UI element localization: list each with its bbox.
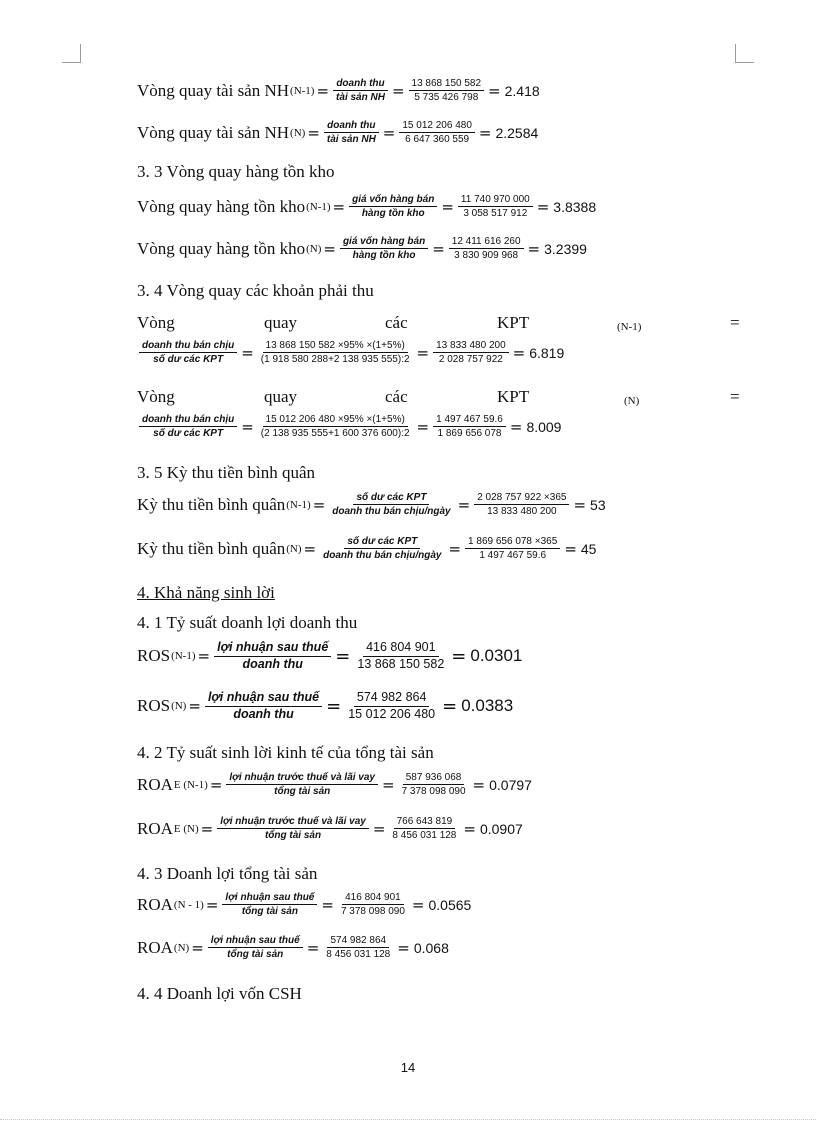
formula-label: ROS [137, 696, 171, 716]
formula-fraction: $\frac{\text{doanh thu}}{\text{tài sản NH}}$ [324, 120, 379, 145]
formula-subscript: (N - 1) [173, 898, 204, 911]
formula-subscript: (N) [286, 542, 302, 555]
formula-subscript: (N-1) [306, 200, 331, 213]
formula-fraction-values: $\frac{574 982 864}{15 012 206 480}$ [348, 690, 436, 721]
formula-fraction: $\frac{\text{lợi nhuận sau thuế}}{\text{doanh thu}}$ [214, 641, 331, 672]
formula-fraction-values: $\frac{15 012 206 480}{6 647 360 559}$ [399, 120, 475, 145]
heading-4-2: 4. 2 Tỷ suất sinh lời kinh tế của tổng tài sản [137, 743, 434, 762]
formula-fraction-values: $\frac{11 740 970 000}{3 058 517 912}$ [458, 194, 533, 219]
formula-label: Vòng quay hàng tồn kho [137, 196, 306, 216]
crop-mark-top-left [62, 44, 81, 63]
formula-subscript: (N-1) [171, 650, 196, 663]
formula-result: 2.2584 [495, 124, 539, 141]
formula-roae-current: ROA E (N) = $\frac{\text{lợi nhuận trước thuế và lãi vay}}{\text{tổng tài sản}}$ = $\frac{766 643 819}{8 456 031 128}$ = 0.0907 [137, 816, 523, 841]
formula-fraction-values: $\frac{1 869 656 078 \times 365}{1 497 467 59.6}$ [465, 536, 560, 561]
formula-fraction: $\frac{\text{doanh thu bán chịu}}{\text{số dư các KPT}}$ [139, 340, 237, 365]
formula-label: Vòng quay tài sản NH [137, 80, 290, 100]
formula-fraction: $\frac{\text{doanh thu}}{\text{tài sản NH}}$ [333, 78, 388, 103]
formula-receivables-turnover-current: $\frac{\text{doanh thu bán chịu}}{\text{số dư các KPT}}$ = $\frac{15 012 206 480 \times 95\% \times(1+5\%)}{(2 138 935 555+1 600 376 600):2}$ = $\frac{1 497 467 59.6}{1 869 656 078}$ = 8.009 [137, 414, 561, 439]
formula-result: 3.2399 [544, 240, 587, 257]
formula-roae-prev: ROA E (N-1) = $\frac{\text{lợi nhuận trước thuế và lãi vay}}{\text{tổng tài sản}}$ = $\frac{587 936 068}{7 378 098 090}$ = 0.0797 [137, 772, 532, 797]
formula-ros-current: ROS (N) = $\frac{\text{lợi nhuận sau thuế}}{\text{doanh thu}}$ = $\frac{574 982 864}{15 012 206 480}$ = 0.0383 [137, 690, 514, 721]
formula-label: ROA [137, 818, 173, 838]
formula-result: 8.009 [526, 418, 562, 435]
page-number: 14 [400, 1060, 416, 1075]
formula-fraction-values: $\frac{587 936 068}{7 378 098 090}$ [401, 772, 466, 797]
formula-collection-period-current: Kỳ thu tiền bình quân (N) = $\frac{\text{số dư các KPT}}{\text{doanh thu bán chịu/ngày}}$ = $\frac{1 869 656 078 \times 365}{1 497 467 59.6}$ = 45 [137, 536, 597, 561]
formula-result: 0.0797 [489, 776, 532, 793]
formula-subscript: (N) [173, 941, 190, 954]
formula-label: ROA [137, 774, 173, 794]
formula-subscript: E (N) [173, 822, 199, 835]
formula-label: ROA [137, 894, 173, 914]
heading-4-4: 4. 4 Doanh lợi vốn CSH [137, 984, 302, 1003]
page-bottom-border [0, 1119, 816, 1120]
formula-result: 0.0907 [479, 820, 523, 837]
formula-result: 0.068 [413, 939, 449, 956]
formula-subscript: (N-1) [286, 498, 311, 511]
formula-fraction-values: $\frac{2 028 757 922 \times 365}{13 833 480 200}$ [474, 492, 569, 517]
formula-fraction: $\frac{\text{giá vốn hàng bán}}{\text{hàng tồn kho}}$ [349, 194, 437, 219]
formula-fraction: $\frac{\text{lợi nhuận sau thuế}}{\text{tổng tài sản}}$ [222, 892, 317, 917]
formula-roa-current: ROA (N) = $\frac{\text{lợi nhuận sau thuế}}{\text{tổng tài sản}}$ = $\frac{574 982 864}{8 456 031 128}$ = 0.068 [137, 935, 449, 960]
formula-result: 0.0301 [470, 646, 523, 666]
heading-3-3: 3. 3 Vòng quay hàng tồn kho [137, 162, 335, 181]
formula-label: ROA [137, 937, 173, 957]
formula-fraction: $\frac{\text{lợi nhuận trước thuế và lãi vay}}{\text{tổng tài sản}}$ [226, 772, 378, 797]
formula-subscript: (N-1) [290, 84, 315, 97]
formula-label: Vòng quay hàng tồn kho [137, 238, 306, 258]
formula-fraction: $\frac{\text{giá vốn hàng bán}}{\text{hàng tồn kho}}$ [340, 236, 428, 261]
heading-4: 4. Khả năng sinh lời [137, 583, 275, 602]
formula-fraction: $\frac{\text{số dư các KPT}}{\text{doanh thu bán chịu/ngày}}$ [332, 492, 451, 517]
formula-fraction-values: $\frac{766 643 819}{8 456 031 128}$ [392, 816, 457, 841]
formula-fraction-values: $\frac{15 012 206 480 \times 95\% \times(1+5\%)}{(2 138 935 555+1 600 376 600):2}$ [260, 414, 410, 439]
formula-inventory-turnover-prev: Vòng quay hàng tồn kho (N-1) = $\frac{\text{giá vốn hàng bán}}{\text{hàng tồn kho}}$ = $\frac{11 740 970 000}{3 058 517 912}$ = 3.8388 [137, 194, 597, 219]
formula-fraction-values: $\frac{416 804 901}{7 378 098 090}$ [340, 892, 405, 917]
formula-label: Kỳ thu tiền bình quân [137, 494, 286, 514]
formula-label: ROS [137, 646, 171, 666]
heading-4-3: 4. 3 Doanh lợi tổng tài sản [137, 864, 318, 883]
formula-fraction-simplified: $\frac{13 833 480 200}{2 028 757 922}$ [433, 340, 509, 365]
formula-fraction-simplified: $\frac{1 497 467 59.6}{1 869 656 078}$ [433, 414, 506, 439]
formula-fraction-values: $\frac{12 411 616 260}{3 830 909 968}$ [449, 236, 524, 261]
formula-collection-period-prev: Kỳ thu tiền bình quân (N-1) = $\frac{\text{số dư các KPT}}{\text{doanh thu bán chịu/ngày}}$ = $\frac{2 028 757 922 \times 365}{13 833 480 200}$ = 53 [137, 492, 606, 517]
formula-subscript: (N) [290, 126, 306, 139]
formula-fraction: $\frac{\text{lợi nhuận trước thuế và lãi vay}}{\text{tổng tài sản}}$ [217, 816, 369, 841]
formula-fraction-values: $\frac{574 982 864}{8 456 031 128}$ [326, 935, 391, 960]
formula-ros-prev: ROS (N-1) = $\frac{\text{lợi nhuận sau thuế}}{\text{doanh thu}}$ = $\frac{416 804 901}{13 868 150 582}$ = 0.0301 [137, 640, 523, 671]
formula-fraction-values: $\frac{13 868 150 582}{5 735 426 798}$ [409, 78, 485, 103]
crop-mark-top-right [735, 44, 754, 63]
heading-3-5: 3. 5 Kỳ thu tiền bình quân [137, 463, 316, 482]
formula-result: 3.8388 [553, 198, 597, 215]
formula-ca-turnover-prev: Vòng quay tài sản NH (N-1) = $\frac{\text{doanh thu}}{\text{tài sản NH}}$ = $\frac{13 868 150 582}{5 735 426 798}$ = 2.418 [137, 78, 540, 103]
formula-subscript: E (N-1) [173, 778, 208, 791]
formula-result: 0.0383 [461, 696, 514, 716]
formula-fraction-values: $\frac{416 804 901}{13 868 150 582}$ [357, 640, 445, 671]
formula-result: 2.418 [504, 82, 540, 99]
formula-receivables-turnover-prev: $\frac{\text{doanh thu bán chịu}}{\text{số dư các KPT}}$ = $\frac{13 868 150 582 \times 95\% \times(1+5\%)}{(1 918 580 288+2 138 935 555):2}$ = $\frac{13 833 480 200}{2 028 757 922}$ = 6.819 [137, 340, 564, 365]
formula-result: 0.0565 [428, 896, 472, 913]
formula-inventory-turnover-current: Vòng quay hàng tồn kho (N) = $\frac{\text{giá vốn hàng bán}}{\text{hàng tồn kho}}$ = $\frac{12 411 616 260}{3 830 909 968}$ = 3.2399 [137, 236, 587, 261]
formula-fraction: $\frac{\text{lợi nhuận sau thuế}}{\text{tổng tài sản}}$ [208, 935, 303, 960]
heading-4-1: 4. 1 Tỷ suất doanh lợi doanh thu [137, 613, 358, 632]
formula-fraction-values: $\frac{13 868 150 582 \times 95\% \times(1+5\%)}{(1 918 580 288+2 138 935 555):2}$ [260, 340, 410, 365]
formula-result: 53 [590, 496, 606, 513]
formula-roa-prev: ROA (N - 1) = $\frac{\text{lợi nhuận sau thuế}}{\text{tổng tài sản}}$ = $\frac{416 804 901}{7 378 098 090}$ = 0.0565 [137, 892, 472, 917]
formula-fraction: $\frac{\text{số dư các KPT}}{\text{doanh thu bán chịu/ngày}}$ [323, 536, 442, 561]
formula-fraction: $\frac{\text{doanh thu bán chịu}}{\text{số dư các KPT}}$ [139, 414, 237, 439]
formula-fraction: $\frac{\text{lợi nhuận sau thuế}}{\text{doanh thu}}$ [205, 691, 322, 722]
formula-result: 6.819 [529, 344, 565, 361]
formula-label: Vòng quay tài sản NH [137, 122, 290, 142]
heading-3-4: 3. 4 Vòng quay các khoản phải thu [137, 281, 374, 300]
formula-result: 45 [580, 540, 597, 557]
formula-subscript: (N) [306, 242, 322, 255]
formula-subscript: (N) [171, 700, 187, 713]
formula-ca-turnover-current: Vòng quay tài sản NH (N) = $\frac{\text{doanh thu}}{\text{tài sản NH}}$ = $\frac{15 012 206 480}{6 647 360 559}$ = 2.2584 [137, 120, 539, 145]
formula-label: Kỳ thu tiền bình quân [137, 538, 286, 558]
